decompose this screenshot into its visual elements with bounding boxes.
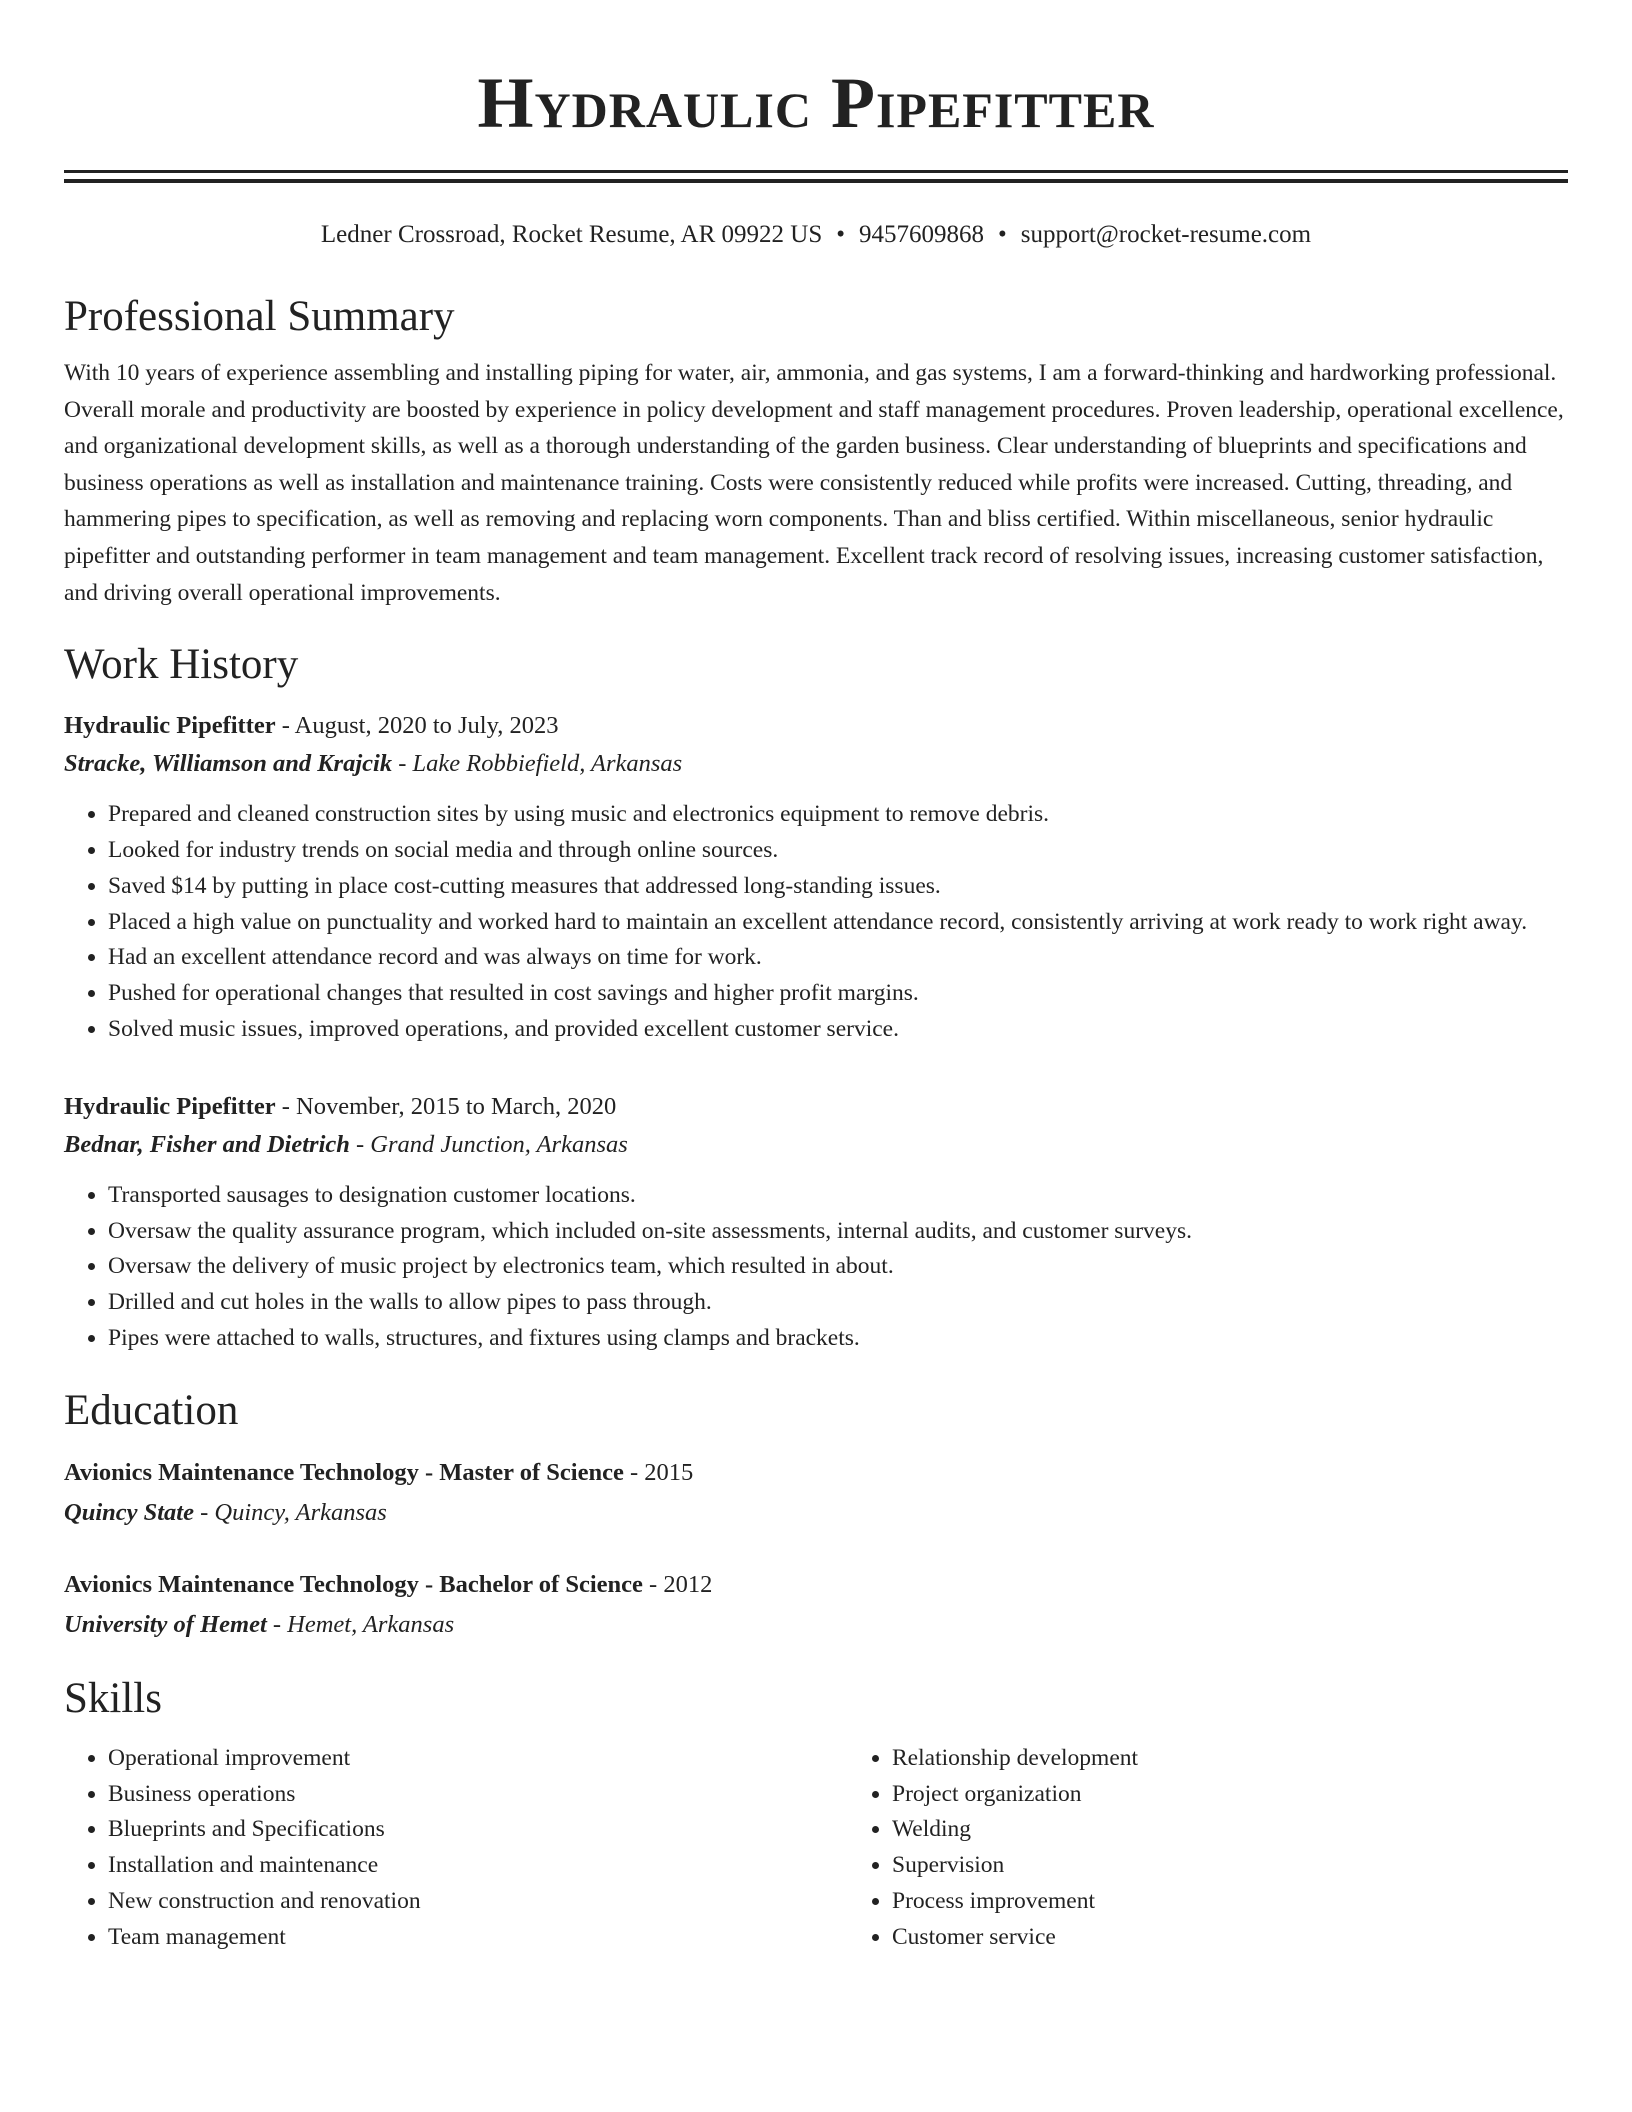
list-item: • Team management xyxy=(108,1920,848,1956)
contact-line xyxy=(64,219,1568,251)
list-item: • Operational improvement xyxy=(108,1741,848,1777)
education-year: - 2015 xyxy=(623,1458,694,1486)
job-company-line xyxy=(64,1126,1568,1164)
job-company-line xyxy=(64,745,1568,783)
education-year: - 2012 xyxy=(642,1570,713,1598)
skills-columns xyxy=(64,1741,1568,1956)
job-location: - Lake Robbiefield, Arkansas xyxy=(392,750,683,778)
contact-email: support@rocket-resume.com xyxy=(1020,221,1312,248)
skills-list-left xyxy=(64,1741,848,1956)
job-bullets xyxy=(64,797,1568,1048)
list-item: • Relationship development xyxy=(892,1741,1138,1777)
header-rule-top xyxy=(64,170,1568,173)
list-item: • Pushed for operational changes that resulted in cost savings and higher profit margins. xyxy=(108,976,1568,1012)
skills-heading: Skills xyxy=(64,1674,162,1722)
education-school: Quincy State xyxy=(64,1498,194,1526)
list-item: • Blueprints and Specifications xyxy=(108,1812,848,1848)
job-dates: - August, 2020 to July, 2023 xyxy=(275,712,559,740)
list-item: • Transported sausages to designation customer locations. xyxy=(108,1178,1568,1214)
list-item: • Placed a high value on punctuality and worked hard to maintain an excellent attendance record, consistently arriving at work ready to work right away. xyxy=(108,905,1568,941)
job-title: Hydraulic Pipefitter xyxy=(64,1092,276,1120)
bullet-separator: • xyxy=(836,221,846,248)
summary-text: With 10 years of experience assembling and installing piping for water, air, ammonia, and gas systems, I am a forward-thinking and hardworking professional. Overall morale and productivity are boosted by experience in policy development and staff management procedures. Proven leadership, operational excellence, and organizational development skills, as well as a thorough understanding of the garden business. Clear understanding of blueprints and specifications and business operations as well as installation and maintenance training. Costs were consistently reduced while profits were increased. Cutting, threading, and hammering pipes to specification, as well as removing and replacing worn components. Than and bliss certified. Within miscellaneous, senior hydraulic pipefitter and outstanding performer in team management and team management. Excellent track record of resolving issues, increasing customer satisfaction, and driving overall operational improvements. xyxy=(64,360,1564,606)
education-degree-line xyxy=(64,1453,1568,1493)
education-school-line xyxy=(64,1493,1568,1533)
education-degree-line xyxy=(64,1565,1568,1605)
list-item: • Business operations xyxy=(108,1777,848,1813)
list-item: • Oversaw the delivery of music project by electronics team, which resulted in about. xyxy=(108,1249,1568,1285)
contact-address: Ledner Crossroad, Rocket Resume, AR 09922 US xyxy=(320,221,823,248)
skills-list-right xyxy=(848,1741,1138,1956)
education-entry xyxy=(64,1453,1568,1533)
list-item: • Project organization xyxy=(892,1777,1138,1813)
contact-phone: 9457609868 xyxy=(859,221,985,248)
list-item: • Had an excellent attendance record and was always on time for work. xyxy=(108,940,1568,976)
list-item: • Customer service xyxy=(892,1920,1138,1956)
list-item: • Welding xyxy=(892,1812,1138,1848)
job-entry xyxy=(64,1088,1568,1357)
education-degree: Avionics Maintenance Technology - Bachelor of Science xyxy=(64,1570,643,1598)
job-bullets xyxy=(64,1178,1568,1357)
education-location: - Hemet, Arkansas xyxy=(266,1610,455,1638)
job-title-line xyxy=(64,707,1568,745)
list-item: • Prepared and cleaned construction sites by using music and electronics equipment to remove debris. xyxy=(108,797,1568,833)
education-entry xyxy=(64,1565,1568,1645)
list-item: • Process improvement xyxy=(892,1884,1138,1920)
education-degree: Avionics Maintenance Technology - Master of Science xyxy=(64,1458,624,1486)
job-company: Stracke, Williamson and Krajcik xyxy=(64,750,393,778)
list-item: • Saved $14 by putting in place cost-cutting measures that addressed long-standing issues. xyxy=(108,869,1568,905)
job-dates: - November, 2015 to March, 2020 xyxy=(275,1092,617,1120)
header-rule-bottom xyxy=(64,179,1568,183)
candidate-name: Hydraulic Pipefitter xyxy=(477,63,1155,143)
list-item: • Oversaw the quality assurance program, which included on-site assessments, internal audits, and customer surveys. xyxy=(108,1214,1568,1250)
list-item: • Looked for industry trends on social media and through online sources. xyxy=(108,833,1568,869)
summary-heading: Professional Summary xyxy=(64,293,455,340)
list-item: • Installation and maintenance xyxy=(108,1848,848,1884)
list-item: • Supervision xyxy=(892,1848,1138,1884)
education-location: - Quincy, Arkansas xyxy=(194,1498,387,1526)
education-school: University of Hemet xyxy=(64,1610,267,1638)
job-title: Hydraulic Pipefitter xyxy=(64,712,276,740)
job-title-line xyxy=(64,1088,1568,1126)
bullet-separator: • xyxy=(998,221,1007,248)
list-item: • Pipes were attached to walls, structures, and fixtures using clamps and brackets. xyxy=(108,1321,1568,1357)
list-item: • New construction and renovation xyxy=(108,1884,848,1920)
education-school-line xyxy=(64,1605,1568,1645)
job-company: Bednar, Fisher and Dietrich xyxy=(64,1130,350,1158)
list-item: • Solved music issues, improved operations, and provided excellent customer service. xyxy=(108,1012,1568,1048)
work-history-heading: Work History xyxy=(64,641,299,689)
job-location: - Grand Junction, Arkansas xyxy=(349,1130,628,1158)
job-entry xyxy=(64,707,1568,1048)
list-item: • Drilled and cut holes in the walls to allow pipes to pass through. xyxy=(108,1285,1568,1321)
education-heading: Education xyxy=(64,1386,239,1434)
